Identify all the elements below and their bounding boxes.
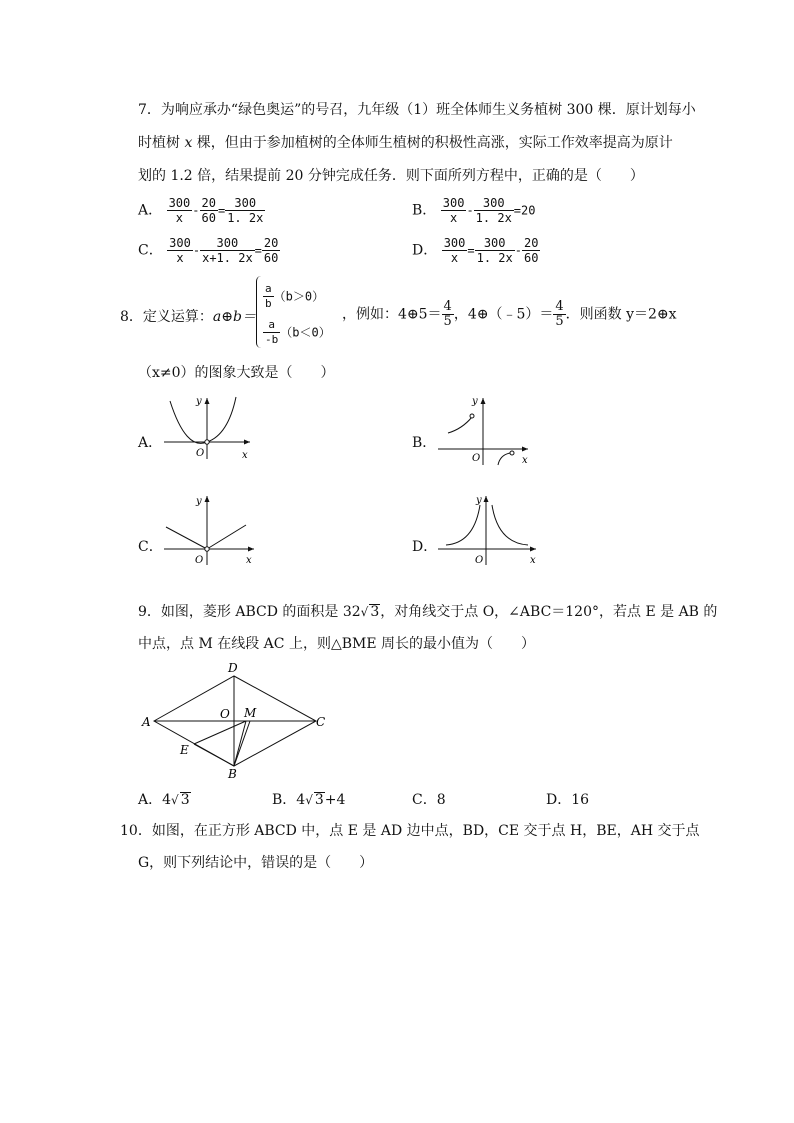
frac-num: 20: [523, 236, 539, 250]
curve-left: [446, 505, 480, 545]
q8-graph-a: [162, 395, 254, 461]
operator: =20: [513, 203, 536, 218]
option-text: A．4: [138, 792, 172, 808]
line-right: [207, 525, 246, 549]
q7-line1: 7．为响应承办“绿色奥运”的号召，九年级（1）班全体师生义务植树 300 棵．原计划每小: [138, 102, 696, 118]
q8-case2: [263, 318, 331, 347]
q9-line1: 9．如图，菱形 ABCD 的面积是 32√ 3，对角线交于点 O，∠ABC＝120°，若点 E 是 AB 的: [138, 604, 718, 620]
q9-option-c[interactable]: C．8: [412, 792, 446, 808]
q10-line2: G，则下列结论中，错误的是（ ）: [138, 855, 374, 871]
open-point: [205, 440, 209, 444]
x-arrow-icon: [522, 447, 528, 452]
label-b: B: [228, 767, 237, 781]
label-e: E: [180, 743, 189, 757]
frac-num: 300: [169, 236, 191, 250]
y-label: y: [472, 396, 478, 407]
sqrt-radicand: 3: [180, 792, 190, 808]
frac-num: 300: [475, 236, 515, 251]
operator: =: [217, 203, 226, 218]
y-label: y: [196, 496, 202, 507]
frac-num: 300: [474, 196, 514, 211]
q9-option-a[interactable]: A．4√ 3: [138, 792, 190, 808]
y-arrow-icon: [205, 496, 210, 502]
q9-line1-pre: 9．如图，菱形 ABCD 的面积是 32: [138, 604, 361, 620]
frac-den: x: [450, 251, 459, 265]
frac-num: 20: [201, 196, 216, 210]
frac-num: 300: [443, 236, 466, 250]
frac-num: 300: [442, 196, 465, 210]
frac-den: -b: [265, 333, 279, 346]
frac-den: 1. 2x: [227, 211, 264, 225]
frac-den: 60: [263, 251, 279, 265]
frac-num: 300: [225, 196, 265, 211]
example-text: ，例如：4⊕5＝: [342, 306, 442, 323]
origin-label: O: [472, 453, 481, 464]
segment-aux: [234, 721, 250, 766]
q7-option-d[interactable]: [412, 236, 540, 265]
y-label: y: [476, 495, 482, 506]
sqrt-radicand: 3: [370, 604, 380, 620]
frac-num: 4: [555, 299, 564, 314]
q8-example: [342, 300, 677, 329]
case-condition: （b＜0）: [280, 325, 331, 340]
q8-case1: [263, 282, 324, 311]
q8-expr: a⊕b＝: [212, 309, 256, 325]
frac-den: 1. 2x: [476, 251, 513, 265]
frac-den: 5: [443, 314, 452, 329]
curve: [448, 417, 472, 433]
open-point: [470, 414, 474, 418]
q7-option-c[interactable]: [138, 236, 280, 265]
frac-den: 60: [523, 251, 539, 265]
origin-label: O: [475, 555, 484, 566]
operator: -: [192, 203, 200, 218]
sqrt-radicand: 3: [314, 792, 324, 808]
x-label: x: [522, 455, 528, 466]
case-condition: （b＞0）: [273, 289, 325, 304]
option-text: B．4: [272, 792, 306, 808]
frac-den: 5: [555, 314, 564, 329]
example-text: ．则函数 y＝2⊕x: [565, 306, 677, 323]
label-o: O: [220, 707, 230, 721]
frac-den: x: [175, 211, 184, 225]
frac-den: x: [176, 251, 184, 265]
q9-option-d[interactable]: D．16: [546, 792, 590, 808]
option-label: A．: [138, 202, 163, 219]
open-point: [205, 547, 209, 551]
q7-line2: [138, 133, 673, 153]
operator: =: [254, 243, 262, 258]
x-arrow-icon: [244, 440, 250, 445]
q8-option-d[interactable]: D．: [412, 539, 438, 555]
option-label: D．: [412, 242, 438, 259]
q7-option-b[interactable]: [412, 196, 535, 225]
frac-num: 20: [263, 236, 279, 250]
example-text: ，4⊕（﹣5）＝: [453, 306, 554, 323]
option-label: B．: [412, 202, 437, 219]
q7-line2-post: 棵，但由于参加植树的全体师生植树的积极性高涨，实际工作效率提高为原计: [192, 135, 673, 151]
q8-graph-b: [436, 395, 532, 467]
x-label: x: [242, 450, 248, 461]
origin-label: O: [195, 555, 204, 566]
x-arrow-icon: [530, 547, 536, 552]
curve: [498, 453, 510, 465]
x-arrow-icon: [248, 547, 254, 552]
y-arrow-icon: [205, 398, 210, 404]
y-label: y: [196, 396, 202, 407]
frac-num: a: [265, 282, 272, 295]
origin-label: O: [196, 448, 205, 459]
q10-line1: 10．如图，在正方形 ABCD 中，点 E 是 AD 边中点，BD，CE 交于点 H，BE，AH 交于点: [120, 823, 700, 839]
frac-num: a: [263, 318, 280, 333]
label-m: M: [244, 706, 257, 720]
x-label: x: [530, 555, 536, 566]
curve: [207, 397, 236, 442]
q7-line3: 划的 1.2 倍，结果提前 20 分钟完成任务．则下面所列方程中，正确的是（ ）: [138, 168, 644, 184]
label-a: A: [142, 715, 151, 729]
curve-right: [492, 505, 528, 545]
operator: -: [466, 203, 474, 218]
q8-line1: [120, 306, 256, 326]
segment-eb: [194, 744, 234, 766]
option-label: C．: [138, 242, 163, 259]
frac-den: b: [265, 297, 272, 310]
line-left: [166, 527, 207, 549]
q8-prefix: 8．定义运算：: [120, 309, 213, 325]
y-arrow-icon: [484, 496, 489, 502]
q9-option-b[interactable]: B．4√ 3+4: [272, 792, 346, 808]
label-d: D: [228, 661, 238, 675]
q8-line2: （x≠0）的图象大致是（ ）: [138, 365, 335, 381]
q7-option-a[interactable]: [138, 196, 265, 225]
q7-var-x: x: [184, 135, 193, 151]
q8-option-a[interactable]: A．: [138, 435, 163, 451]
operator: =: [467, 243, 475, 258]
y-arrow-icon: [481, 398, 486, 404]
q9-line1-post: ，对角线交于点 O，∠ABC＝120°，若点 E 是 AB 的: [380, 604, 718, 620]
x-label: x: [246, 555, 252, 566]
option-text: +4: [324, 792, 346, 808]
q8-brace: [256, 276, 261, 348]
frac-den: 60: [201, 211, 216, 225]
q8-option-c[interactable]: C．: [138, 539, 163, 555]
q9-line2: 中点，点 M 在线段 AC 上，则△BME 周长的最小值为（ ）: [138, 636, 536, 652]
curve: [170, 401, 207, 443]
label-c: C: [316, 715, 326, 729]
frac-num: 300: [168, 196, 191, 210]
operator: -: [192, 243, 201, 258]
frac-num: 300: [200, 236, 255, 251]
open-point: [510, 451, 514, 455]
q7-line2-pre: 时植树: [138, 135, 185, 151]
q8-option-b[interactable]: B．: [412, 435, 437, 451]
frac-den: 1. 2x: [475, 211, 512, 225]
q9-rhombus-figure: [140, 660, 330, 782]
segment-mb: [234, 721, 246, 766]
q8-graph-c: [162, 493, 258, 567]
frac-den: x+1. 2x: [202, 251, 253, 265]
q8-graph-d: [436, 493, 540, 567]
segment-em: [194, 721, 246, 744]
frac-den: x: [449, 211, 458, 225]
operator: -: [514, 243, 522, 258]
frac-num: 4: [443, 299, 452, 314]
